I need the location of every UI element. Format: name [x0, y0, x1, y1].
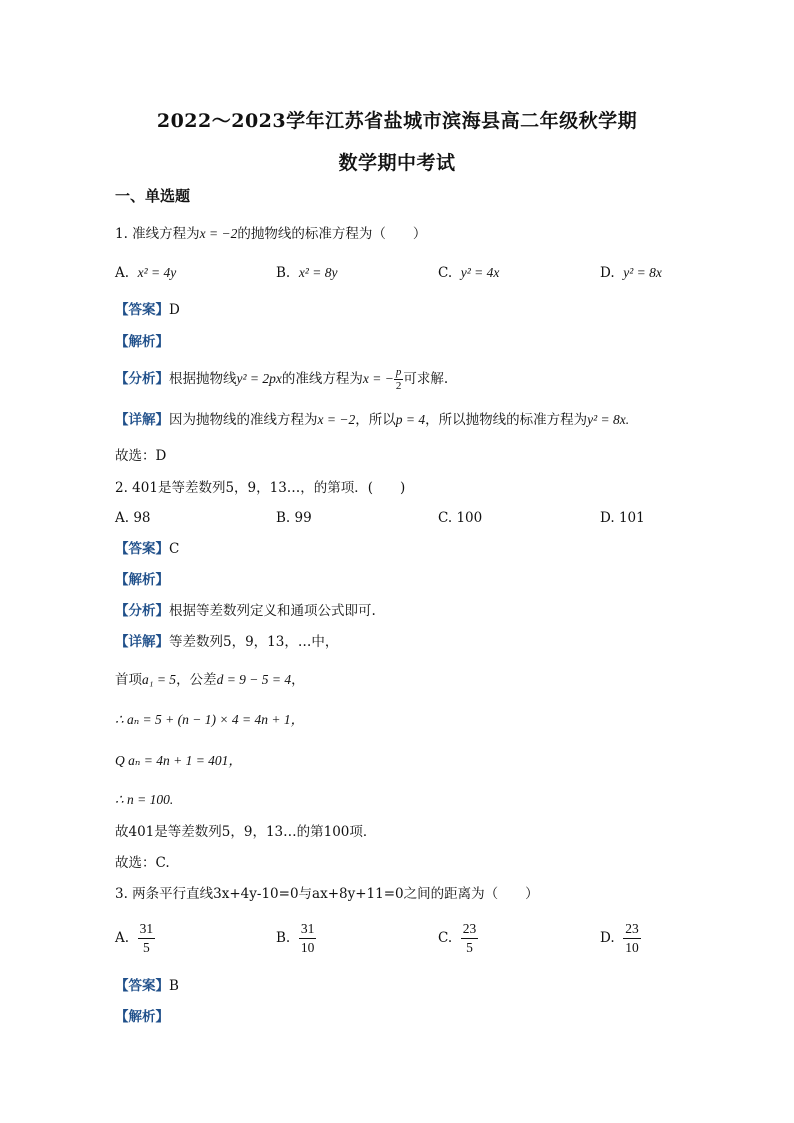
- q1-jiexi-label: 【解析】: [115, 334, 169, 350]
- q2-option-b: B. 99: [276, 510, 312, 526]
- q3-option-b: B. $\frac{31}{10}$: [276, 921, 315, 955]
- q3-option-a: A. $\frac{31}{5}$: [115, 921, 154, 955]
- q2-jiexi-label: 【解析】: [115, 572, 169, 588]
- q1-stem-math: x = −2: [199, 226, 238, 241]
- q3-option-d-fraction: $\frac{23}{10}$: [625, 921, 639, 955]
- document-subtitle: 数学期中考试: [338, 152, 456, 174]
- q1-option-d: D. y² = 8x: [600, 265, 662, 281]
- q3-option-b-fraction: $\frac{31}{10}$: [300, 921, 315, 955]
- q1-option-a: A. x² = 4y: [115, 265, 177, 281]
- q3-option-c: C. $\frac{23}{5}$: [438, 921, 477, 955]
- q2-conclusion: 故401是等差数列5，9，13…的第100项．: [115, 824, 377, 840]
- q2-line-equation: Q aₙ = 4n + 1 = 401，: [115, 753, 242, 768]
- q1-choice: 故选：D: [115, 448, 167, 464]
- q3-answer: 【答案】B: [115, 978, 179, 994]
- q1-option-b: B. x² = 8y: [276, 265, 338, 281]
- q1-answer: 【答案】D: [115, 302, 180, 318]
- q2-choice: 故选：C.: [115, 855, 170, 871]
- q2-line-result: ∴ n = 100.: [115, 792, 174, 807]
- section-heading: 一、单选题: [115, 187, 191, 205]
- q2-answer: 【答案】C: [115, 541, 180, 557]
- q1-option-c: C. y² = 4x: [438, 265, 500, 281]
- q1-analysis-fraction: $\frac{p}{2}$: [395, 366, 402, 392]
- q3-jiexi-label: 【解析】: [115, 1009, 169, 1025]
- q2-option-d: D. 101: [600, 510, 645, 526]
- q2-line-general-term: ∴ aₙ = 5 + (n − 1) × 4 = 4n + 1，: [115, 712, 305, 727]
- q3-option-a-fraction: $\frac{31}{5}$: [139, 921, 154, 955]
- q2-option-a: A. 98: [115, 510, 151, 526]
- q3-option-c-fraction: $\frac{23}{5}$: [462, 921, 477, 955]
- question-2-stem: 2. 401是等差数列5，9，13…，的第项．( ): [115, 480, 406, 496]
- q1-analysis: 【分析】根据抛物线y² = 2px的准线方程为x = − $\frac{p}{2}$ 可求解.: [115, 366, 449, 392]
- q2-line-first-term: 首项a₁ = 5，公差d = 9 − 5 = 4，: [115, 672, 305, 688]
- q1-stem-post: 的抛物线的标准方程为（ ）: [237, 226, 427, 242]
- q2-analysis: 【分析】根据等差数列定义和通项公式即可.: [115, 603, 376, 619]
- q1-stem-pre: 1. 准线方程为: [115, 226, 200, 242]
- document-title: 2022～2023学年江苏省盐城市滨海县高二年级秋学期: [156, 110, 638, 132]
- q1-detail: 【详解】因为抛物线的准线方程为x = −2，所以p = 4，所以抛物线的标准方程为y² = 8x.: [115, 412, 630, 428]
- q2-option-c: C. 100: [438, 510, 483, 526]
- question-3-stem: 3. 两条平行直线3x+4y-10=0与ax+8y+11=0之间的距离为（ ）: [115, 886, 539, 902]
- question-1-stem: [115, 224, 426, 244]
- q2-detail: 【详解】等差数列5，9，13，…中，: [115, 634, 339, 650]
- q3-option-d: D. $\frac{23}{10}$: [600, 921, 639, 955]
